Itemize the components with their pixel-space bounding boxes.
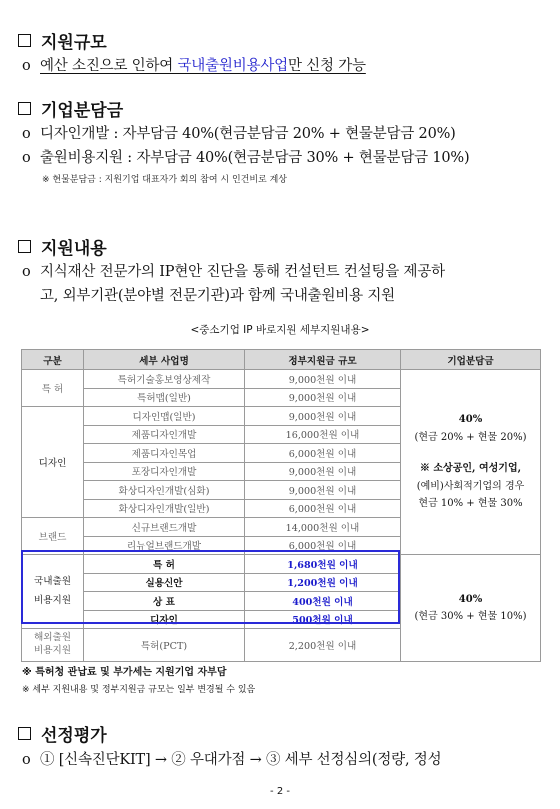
group-patent: 특 허: [22, 370, 84, 407]
row-amount: 400천원 이내: [245, 592, 401, 611]
share-line-1: [22, 122, 456, 143]
section-heading-eval: [18, 721, 107, 746]
row-name: 포장디자인개발: [84, 462, 245, 481]
row-amount: 9,000천원 이내: [245, 407, 401, 426]
content-text-2: 고, 외부기관(분야별 전문기관)과 함께 국내출원비용 지원: [40, 288, 395, 304]
row-amount: 6,000천원 이내: [245, 444, 401, 463]
share-note: ※ 현물분담금 : 지원기업 대표자가 회의 참여 시 인건비로 계상: [42, 175, 287, 185]
share-a-note1: ※ 소상공인, 여성기업,: [419, 463, 522, 475]
row-amount: 9,000천원 이내: [245, 481, 401, 500]
bullet: o: [22, 126, 31, 142]
row-name: 특허기술홍보영상제작: [84, 370, 245, 389]
bullet: o: [22, 264, 31, 280]
content-line-1: [22, 260, 445, 281]
row-name: 상 표: [84, 592, 245, 611]
row-name: 제품디자인목업: [84, 444, 245, 463]
row-name: 특허맵(일반): [84, 388, 245, 407]
section-title: 지원내용: [41, 239, 107, 259]
table-row: [22, 555, 541, 574]
table-row: [22, 370, 541, 389]
section-heading-share: [18, 96, 123, 121]
content-text-1: 지식재산 전문가의 IP현안 진단을 통해 컨설턴트 컨설팅을 제공하: [40, 264, 445, 280]
group-overseas-line1: 해외출원: [33, 632, 72, 644]
share-line-2: [22, 146, 469, 167]
checkbox-square-icon: [18, 102, 31, 115]
group-overseas: [22, 629, 84, 662]
checkbox-square-icon: [18, 240, 31, 253]
row-amount: 6,000천원 이내: [245, 536, 401, 555]
group-domestic-line1: 국내출원: [33, 576, 72, 588]
share-cell-a: [401, 370, 541, 555]
section-title: 기업분담금: [41, 101, 124, 121]
scale-underlined-text: [40, 58, 366, 74]
share-b-detail: (현금 30% + 현물 10%): [414, 611, 527, 622]
checkbox-square-icon: [18, 34, 31, 47]
table-header: 정부지원금 규모: [245, 350, 401, 370]
table-header: 세부 사업명: [84, 350, 245, 370]
group-domestic: [22, 555, 84, 629]
footnote-1: ※ 특허청 관납료 및 부가세는 지원기업 자부담: [22, 667, 227, 678]
share-a-note3: 현금 10% + 현물 30%: [418, 498, 523, 510]
group-domestic-line2: 비용지원: [33, 594, 72, 606]
table-caption: <중소기업 IP 바로지원 세부지원내용>: [190, 324, 370, 336]
eval-line: [22, 748, 441, 769]
row-amount: 16,000천원 이내: [245, 425, 401, 444]
table-header: 기업분담금: [401, 350, 541, 370]
row-amount: 14,000천원 이내: [245, 518, 401, 537]
share-text-2: 출원비용지원 : 자부담금 40%(현금분담금 30% + 현물분담금 10%): [40, 150, 470, 166]
row-amount: 1,200천원 이내: [245, 573, 401, 592]
scale-text-highlight: 국내출원비용사업: [177, 58, 288, 74]
share-a-note2: (예비)사회적기업의 경우: [416, 480, 525, 492]
share-b-pct: 40%: [458, 593, 483, 605]
row-name: 디자인: [84, 610, 245, 629]
bullet: o: [22, 752, 31, 768]
share-a-pct: 40%: [458, 414, 483, 426]
table-header-row: [22, 350, 541, 370]
section-title: 지원규모: [41, 33, 107, 53]
content-line-2: [22, 284, 395, 305]
table-header: 구분: [22, 350, 84, 370]
share-a-detail: (현금 20% + 현물 20%): [414, 431, 527, 443]
support-table: [21, 349, 541, 662]
section-title: 선정평가: [41, 726, 107, 746]
section-heading-content: [18, 234, 107, 259]
page-number: - 2 -: [270, 786, 290, 797]
footnote-2: ※ 세부 지원내용 및 정부지원금 규모는 일부 변경될 수 있음: [22, 685, 256, 695]
row-amount: 2,200천원 이내: [245, 629, 401, 662]
group-brand: 브랜드: [22, 518, 84, 555]
row-amount: 500천원 이내: [245, 610, 401, 629]
row-name: 신규브랜드개발: [84, 518, 245, 537]
group-design: 디자인: [22, 407, 84, 518]
group-overseas-line2: 비용지원: [33, 645, 72, 656]
row-name: 화상디자인개발(심화): [84, 481, 245, 500]
scale-line: [22, 54, 366, 75]
row-name: 특허(PCT): [84, 629, 245, 662]
section-heading-scale: [18, 28, 107, 53]
row-amount: 1,680천원 이내: [245, 555, 401, 574]
share-text-1: 디자인개발 : 자부담금 40%(현금분담금 20% + 현물분담금 20%): [40, 126, 456, 142]
row-name: 실용신안: [84, 573, 245, 592]
row-name: 화상디자인개발(일반): [84, 499, 245, 518]
row-amount: 6,000천원 이내: [245, 499, 401, 518]
row-amount: 9,000천원 이내: [245, 370, 401, 389]
bullet: o: [22, 150, 31, 166]
row-amount: 9,000천원 이내: [245, 388, 401, 407]
row-amount: 9,000천원 이내: [245, 462, 401, 481]
scale-text-before: 예산 소진으로 인하여: [40, 58, 178, 74]
bullet: o: [22, 58, 31, 74]
row-name: 제품디자인개발: [84, 425, 245, 444]
row-name: 디자인맵(일반): [84, 407, 245, 426]
scale-text-after: 만 신청 가능: [287, 58, 366, 74]
eval-text: ① [신속진단KIT] → ② 우대가점 → ③ 세부 선정심의(정량, 정성: [40, 752, 442, 768]
row-name: 특 허: [84, 555, 245, 574]
checkbox-square-icon: [18, 727, 31, 740]
row-name: 리뉴얼브랜드개발: [84, 536, 245, 555]
share-cell-b: [401, 555, 541, 662]
